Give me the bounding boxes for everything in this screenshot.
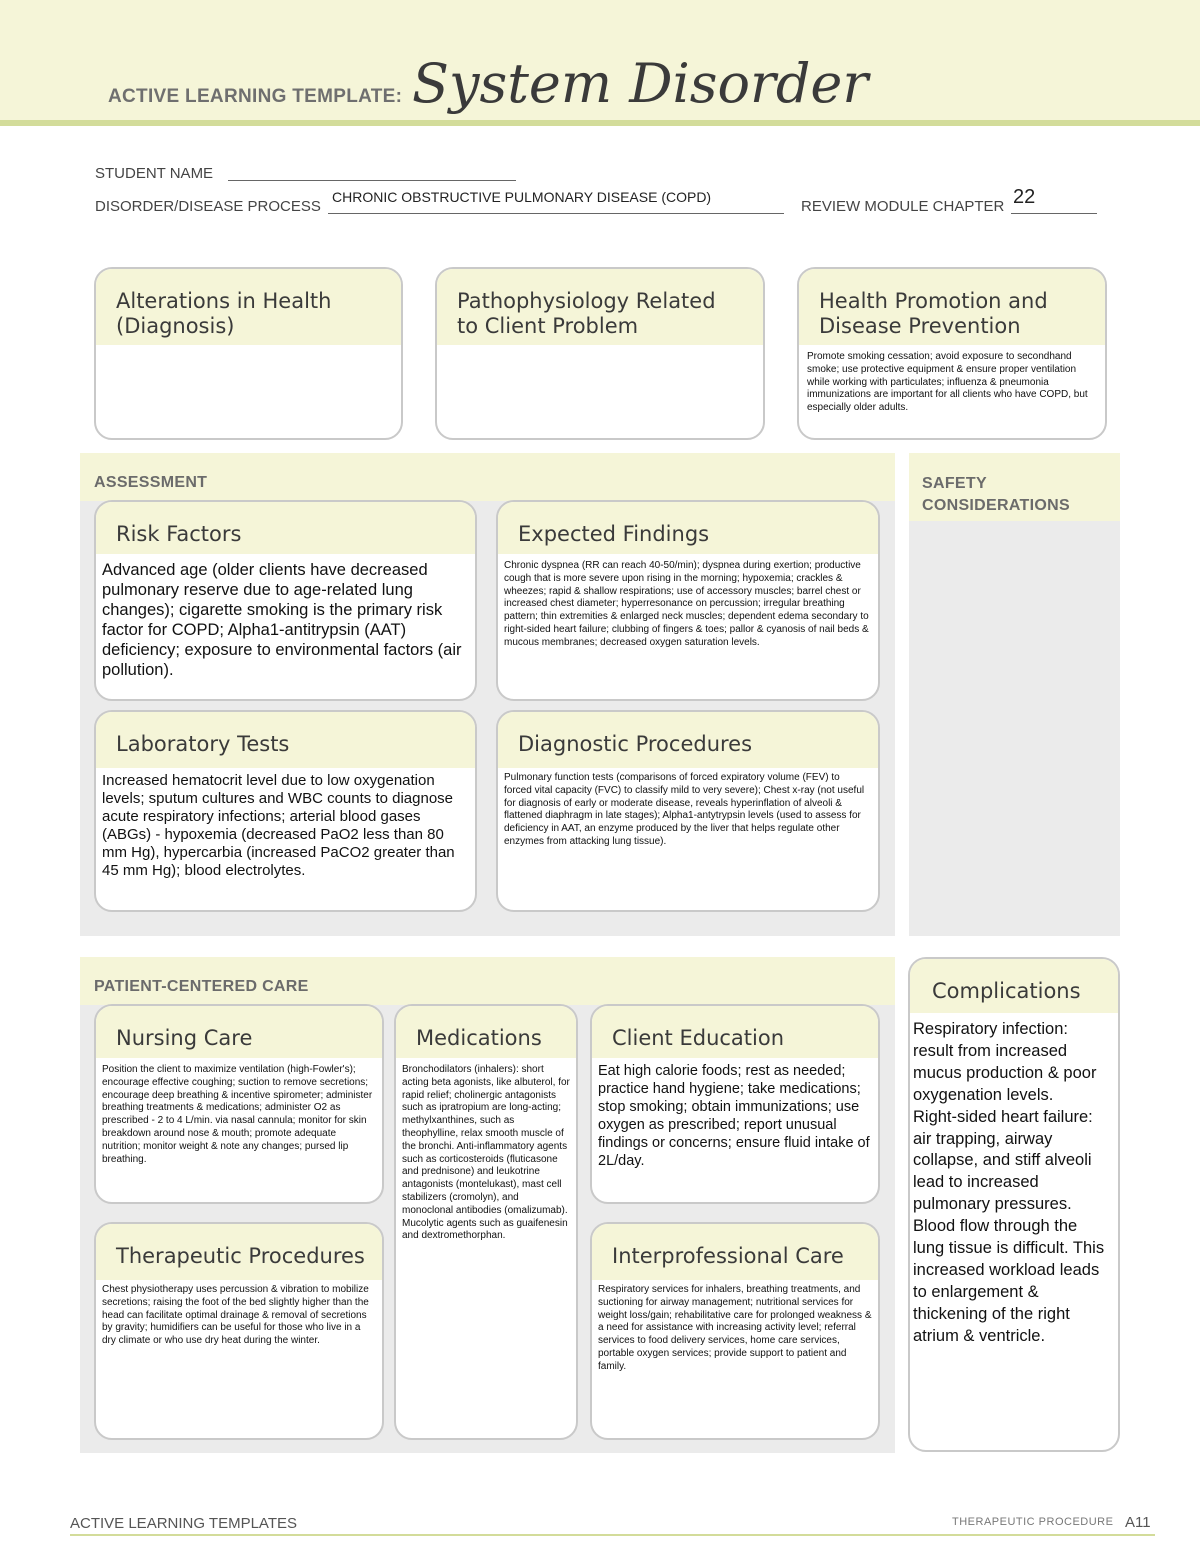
complications-item-1: Respiratory infection: result from increased mucus production & poor oxygenation levels. — [913, 1020, 1097, 1104]
disorder-line — [328, 213, 784, 214]
interprofessional-care-box — [590, 1222, 880, 1440]
therapeutic-procedures-box — [94, 1222, 384, 1440]
safety-panel — [909, 453, 1120, 936]
pathophysiology-box — [435, 267, 765, 440]
medications-body[interactable]: Bronchodilators (inhalers): short acting beta agonists, like albuterol, for rapid relief; cholinergic antagonists such as ipratropium are long-acting; methylxanthines, such as theophylline, relax smooth muscle of the bronchi. Anti-inflammatory agents such as corticosteroids (fluticasone and prednisone) and leukotrine antagonists (montelukast), mast cell stabilizers (cromolyn), and monoclonal antibodies (omalizumab). Mucolytic agents such as guaifenesin and dextromethorphan. — [402, 1064, 570, 1242]
footer-right: THERAPEUTIC PROCEDURE — [952, 1516, 1114, 1528]
diagnostic-procedures-title: Diagnostic Procedures — [498, 712, 878, 768]
alterations-body[interactable] — [96, 345, 401, 357]
laboratory-tests-box — [94, 710, 477, 912]
laboratory-tests-body[interactable]: Increased hematocrit level due to low oxygenation levels; sputum cultures and WBC counts to diagnose acute respiratory infections; arterial blood gases (ABGs) - hypoxemia (decreased PaO2 less than 80 mm Hg), hypercarbia (increased PaCO2 greater than 45 mm Hg); blood electrolytes. — [102, 772, 455, 879]
medications-title: Medications — [396, 1006, 576, 1058]
disorder-value[interactable]: CHRONIC OBSTRUCTIVE PULMONARY DISEASE (COPD) — [332, 189, 712, 205]
medications-box — [394, 1004, 578, 1440]
footer-page-number: A11 — [1125, 1514, 1151, 1531]
expected-findings-body[interactable]: Chronic dyspnea (RR can reach 40-50/min); dyspnea during exertion; productive cough that is more severe upon rising in the morning; hypoxemia; crackles & wheezes; rapid & shallow respirations; use of accessory muscles; barrel chest or increased chest diameter; hyperresonance on percussion; irregular breathing pattern; thin extremities & enlarged neck muscles; dependent edema secondary to right-sided heart failure; clubbing of fingers & toes; pallor & cyanosis of nail beds & mucous membranes; decreased oxygen saturation levels. — [504, 560, 869, 648]
risk-factors-body[interactable]: Advanced age (older clients have decreased pulmonary reserve due to age-related lung changes); cigarette smoking is the primary risk factor for COPD; Alpha1-antitrypsin (AAT) deficiency; exposure to environmental factors (air pollution). — [102, 561, 462, 679]
interprofessional-care-title: Interprofessional Care — [592, 1224, 878, 1280]
laboratory-tests-title: Laboratory Tests — [96, 712, 475, 768]
expected-findings-title: Expected Findings — [498, 502, 878, 554]
pathophysiology-title: Pathophysiology Related to Client Problem — [437, 269, 763, 345]
assessment-title: ASSESSMENT — [94, 474, 208, 491]
client-education-box — [590, 1004, 880, 1204]
client-education-body[interactable]: Eat high calorie foods; rest as needed; practice hand hygiene; take medications; stop smoking; obtain immunizations; use oxygen as prescribed; report unusual findings or concerns; ensure fluid intake of 2L/day. — [598, 1063, 870, 1169]
therapeutic-procedures-title: Therapeutic Procedures — [96, 1224, 382, 1280]
risk-factors-box — [94, 500, 477, 701]
interprofessional-care-body[interactable]: Respiratory services for inhalers, breathing treatments, and suctioning for airway management; nutritional services for weight loss/gain; rehabilitative care for prolonged weakness & a need for assistance with increasing activity level; referral services to food delivery services, home care services, portable oxygen services; provide support to patient and family. — [598, 1284, 872, 1372]
nursing-care-body[interactable]: Position the client to maximize ventilation (high-Fowler's); encourage effective coughing; suction to remove secretions; encourage deep breathing & incentive spirometer; administer breathing treatments & medications; administer O2 as prescribed - 2 to 4 L/min. via nasal cannula; monitor for skin breakdown around nose & mouth; promote adequate nutrition; monitor weight & note any changes; pursed lip breathing. — [102, 1064, 373, 1165]
chapter-value[interactable]: 22 — [1013, 186, 1036, 208]
health-promotion-body[interactable]: Promote smoking cessation; avoid exposure to secondhand smoke; use protective equipment & ensure proper ventilation while working with particulates; influenza & pneumonia immunizations are important for all clients who have COPD, but especially older adults. — [807, 351, 1088, 414]
complications-box — [908, 957, 1120, 1452]
disorder-label: DISORDER/DISEASE PROCESS — [95, 198, 321, 215]
safety-title-line1: SAFETY — [922, 475, 987, 492]
chapter-label: REVIEW MODULE CHAPTER — [801, 198, 1005, 215]
alterations-box — [94, 267, 403, 440]
nursing-care-box — [94, 1004, 384, 1204]
alterations-title: Alterations in Health (Diagnosis) — [96, 269, 401, 345]
footer-divider — [70, 1534, 1155, 1536]
pathophysiology-body[interactable] — [437, 345, 763, 357]
nursing-care-title: Nursing Care — [96, 1006, 382, 1058]
chapter-line — [1011, 213, 1097, 214]
complications-title: Complications — [910, 959, 1118, 1013]
header-divider — [0, 120, 1200, 126]
complications-body[interactable] — [910, 1013, 1118, 1348]
complications-item-2: Right-sided heart failure: air trapping, airway collapse, and stiff alveoli lead to increased pulmonary pressures. Blood flow through the lung tissue is difficult. This increased workload leads to enlargement & thickening of the right atrium & ventricle. — [913, 1107, 1105, 1345]
student-name-label: STUDENT NAME — [95, 165, 214, 182]
footer-left: ACTIVE LEARNING TEMPLATES — [70, 1515, 297, 1532]
safety-title — [922, 473, 1070, 517]
therapeutic-procedures-body[interactable]: Chest physiotherapy uses percussion & vibration to mobilize secretions; raising the foot of the bed slightly higher than the head can facilitate optimal drainage & removal of secretions by gravity; humidifiers can be useful for those who live in a dry climate or who use dry heat during the winter. — [102, 1284, 369, 1347]
diagnostic-procedures-body[interactable]: Pulmonary function tests (comparisons of forced expiratory volume (FEV) to forced vital capacity (FVC) to classify mild to very severe); Chest x-ray (not useful for diagnosis of early or moderate disease, reveals hyperinflation of alveoli & flattened diaphragm in late stages); Alpha1-antytrypsin levels (used to assess for deficiency in AAT, an enzyme produced by the liver that helps regulate other enzymes from attacking lung tissue). — [504, 772, 865, 847]
diagnostic-procedures-box — [496, 710, 880, 912]
expected-findings-box — [496, 500, 880, 701]
patient-care-title: PATIENT-CENTERED CARE — [94, 978, 309, 995]
health-promotion-title: Health Promotion and Disease Prevention — [799, 269, 1105, 345]
safety-title-line2: CONSIDERATIONS — [922, 497, 1070, 514]
template-label: ACTIVE LEARNING TEMPLATE: — [108, 86, 403, 107]
health-promotion-box — [797, 267, 1107, 440]
student-name-line — [228, 180, 516, 181]
template-title: System Disorder — [412, 52, 869, 115]
client-education-title: Client Education — [592, 1006, 878, 1058]
risk-factors-title: Risk Factors — [96, 502, 475, 554]
